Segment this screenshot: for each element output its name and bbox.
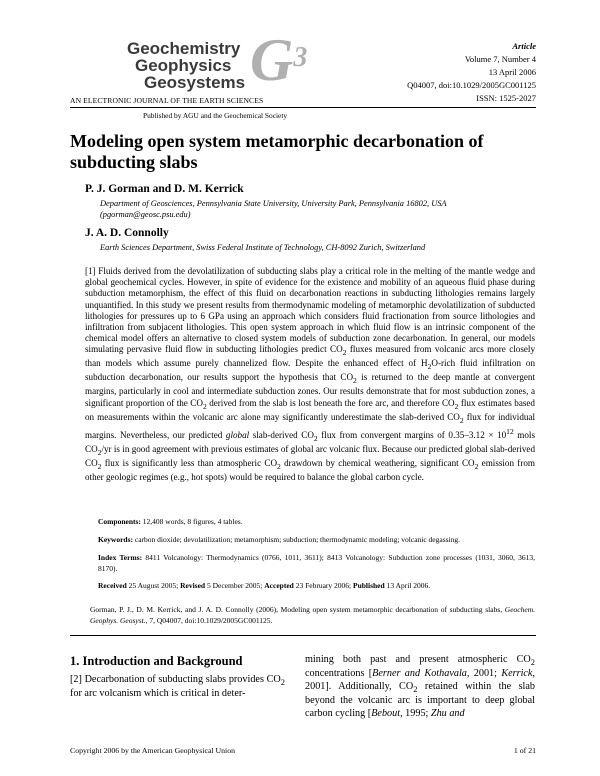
- publication-date: 13 April 2006: [488, 67, 536, 77]
- journal-subtitle: AN ELECTRONIC JOURNAL OF THE EARTH SCIENCES: [70, 96, 264, 105]
- journal-name-line2: Geophysics: [135, 56, 232, 75]
- author-names-1: P. J. Gorman and D. M. Kerrick: [85, 183, 244, 195]
- paper-title: Modeling open system metamorphic decarbonation of subducting slabs: [70, 131, 484, 172]
- volume-number: Volume 7, Number 4: [464, 54, 536, 64]
- article-info: [407, 40, 536, 105]
- author-email[interactable]: (pgorman@geosc.psu.edu): [100, 210, 191, 219]
- body-column-right: mining both past and present atmospheric $CO_2$ concentrations [Berner and Kothavala, 2001; Kerrick, 2001]. Additionally, $CO_2$ retained within the slab beyond the volcanic arc is important to deep global carbon cycling [Bebout, 1995; Zhu and: [305, 654, 536, 719]
- citation-link[interactable]: Berner and Kothavala: [372, 668, 467, 680]
- components: Components: 12,408 words, 8 figures, 4 tables.: [98, 517, 243, 526]
- affiliation-1: Department of Geosciences, Pennsylvania State University, University Park, Pennsylvania 16802, USA (pgorman@geosc.psu.edu): [100, 198, 520, 220]
- journal-name-line1: Geochemistry: [127, 39, 241, 58]
- citation-link[interactable]: Zhu and: [430, 707, 465, 719]
- history-dates: Received 25 August 2005; Revised 5 December 2005; Accepted 23 February 2006; Published 13 April 2006.: [98, 581, 431, 590]
- index-terms: Index Terms: 8411 Volcanology: Thermodynamics (0766, 1011, 3611); 8413 Volcanology: Subduction zone processes (1031, 3060, 3613, 8170).: [98, 553, 535, 573]
- keywords: Keywords: carbon dioxide; devolatilization; metamorphism; subduction; thermodynamic modeling; volcanic degassing.: [98, 535, 461, 544]
- paragraph-marker: [2]: [70, 674, 82, 685]
- affiliation-2: Earth Sciences Department, Swiss Federal Institute of Technology, CH-8092 Zurich, Switzerland: [100, 243, 426, 252]
- page-number: 1 of 21: [513, 746, 536, 755]
- journal-logo: $G^3$: [250, 27, 308, 93]
- author-names-2: J. A. D. Connolly: [85, 227, 169, 239]
- abstract: [1] Fluids derived from the devolatilization of subducting slabs play a critical role in the melting of the mantle wedge and global geochemical cycles. However, in spite of evidence for the existence and mobility of an aqueous fluid phase during subduction metamorphism, the effect of this fluid on decarbonation reactions in subducting lithologies remains largely unquantified. In this study we present results from thermodynamic modeling of metamorphic devolatilization of subducted lithologies for pressures up to 6 GPa using an approach which considers fluid fractionation from source lithologies and infiltration from subjacent lithologies. This open system approach in which fluid flow is an intrinsic component of the chemical model offers an alternative to closed system models of subduction zone decarbonation. In general, our models simulating pervasive fluid flow in subducting lithologies predict $CO_2$ fluxes measured from volcanic arcs more closely than models which assume purely channelized flow. Despite the enhanced effect of $H_2O$-rich fluid infiltration on subduction decarbonation, our results support the hypothesis that $CO_2$ is returned to the deep mantle at convergent margins, particularly in cool and intermediate subduction zones. Our results demonstrate that for most subduction zones, a significant proportion of the $CO_2$ derived from the slab is lost beneath the fore arc, and therefore $CO_2$ flux estimates based on measurements within the volcanic arc alone may significantly underestimate the slab-derived $CO_2$ flux for individual margins. Nevertheless, our predicted global slab-derived $CO_2$ flux from convergent margins of $0.35-3.12 \times 10^{12}$ mols $CO_2/yr$ is in good agreement with previous estimates of global arc volcanic flux. Because our predicted global slab-derived $CO_2$ flux is significantly less than atmospheric $CO_2$ drawdown by chemical weathering, significant $CO_2$ emission from other geologic regimes (e.g., hot spots) would be required to balance the global carbon cycle.: [85, 266, 536, 482]
- citation-link[interactable]: Kerrick: [501, 668, 533, 680]
- journal-name-line3: Geosystems: [144, 73, 246, 92]
- issn: ISSN: 1525-2027: [476, 93, 536, 103]
- citation-link[interactable]: Bebout: [371, 707, 401, 719]
- body-paragraph: [2] Decarbonation of subducting slabs provides $CO_2$ for arc volcanism which is critical in deter-: [70, 674, 285, 700]
- publisher-line: Published by AGU and the Geochemical Society: [143, 111, 288, 120]
- copyright: Copyright 2006 by the American Geophysical Union: [70, 746, 236, 755]
- body-column-left: [70, 654, 285, 701]
- section-rule: [70, 635, 536, 636]
- citation: Gorman, P. J., D. M. Kerrick, and J. A. D. Connolly (2006), Modeling open system metamorphic decarbonation of subducting slabs, Geochem. Geophys. Geosyst., 7, Q04007, doi:10.1029/2005GC001125.: [90, 605, 535, 625]
- paragraph-marker: [1]: [85, 266, 96, 276]
- doi: Q04007, doi:10.1029/2005GC001125: [407, 80, 536, 90]
- section-title: 1. Introduction and Background: [70, 654, 243, 668]
- article-type: Article: [512, 41, 536, 51]
- header-rule: [70, 107, 536, 108]
